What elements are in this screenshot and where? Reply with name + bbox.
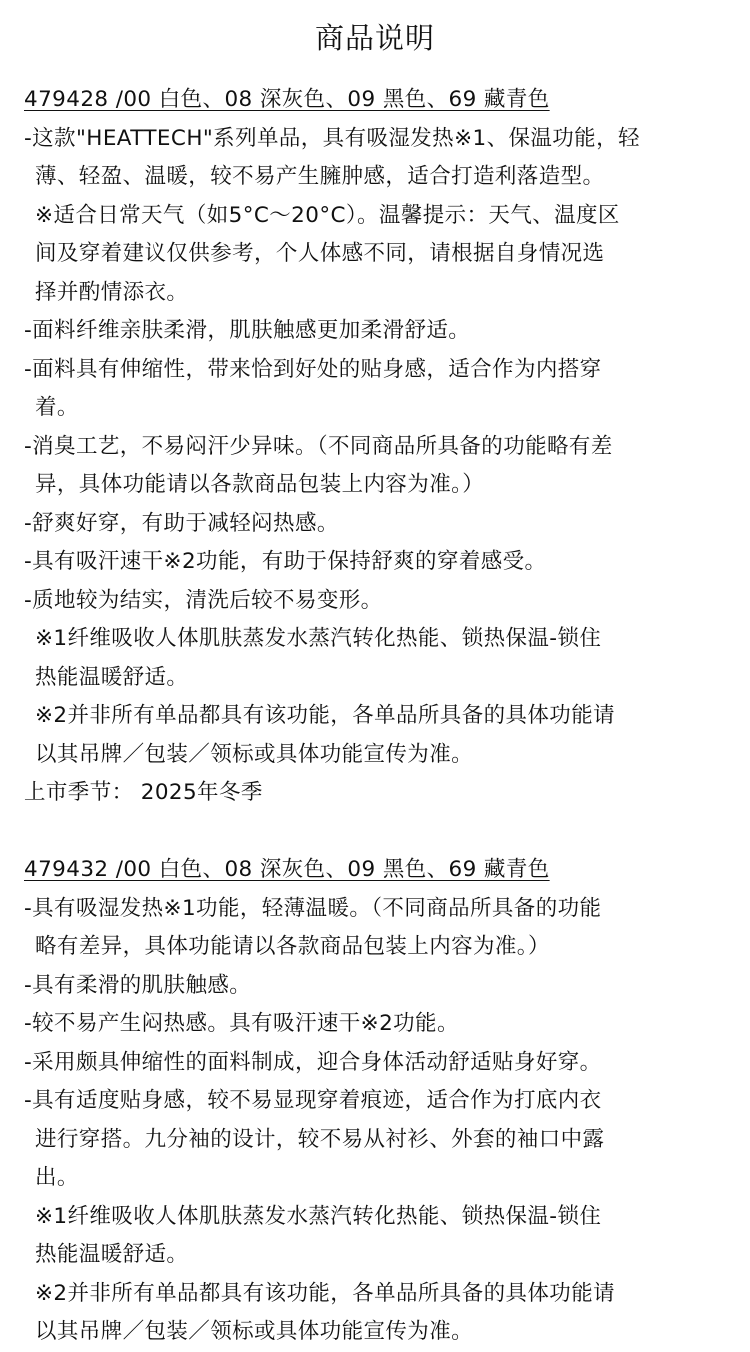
section1-line: 薄、轻盈、温暖，较不易产生臃肿感，适合打造利落造型。 [35, 164, 605, 189]
release-season: 上市季节： 2025年冬季 [24, 780, 263, 805]
section1-line: 择并酌情添衣。 [35, 279, 189, 305]
section1-line: -质地较为结实，清洗后较不易变形。 [24, 587, 383, 613]
section1-line: 着。 [35, 395, 79, 420]
section-spacer [24, 813, 732, 852]
section2-line: 略有差异，具体功能请以各款商品包装上内容为准。） [35, 934, 550, 959]
section1-footnote: 热能温暖舒适。 [35, 664, 189, 690]
section1-line: ※适合日常天气（如5°C～20°C）。温馨提示：天气、温度区 [35, 202, 620, 228]
section2-product-code: 479432 /00 白色、08 深灰色、09 黑色、69 藏青色 [24, 857, 550, 882]
section2-footnote: ※1纤维吸收人体肌肤蒸发水蒸汽转化热能、锁热保温-锁住 [35, 1203, 602, 1229]
section2-footnote: 热能温暖舒适。 [35, 1242, 189, 1267]
section2-footnote: ※2并非所有单品都具有该功能，各单品所具备的具体功能请 [35, 1280, 615, 1306]
section1-footnote: ※2并非所有单品都具有该功能，各单品所具备的具体功能请 [35, 703, 615, 728]
section1-line: 间及穿着建议仅供参考，个人体感不同，请根据自身情况选 [35, 241, 605, 266]
section2-line: 出。 [35, 1165, 79, 1190]
section1-footnote: ※1纤维吸收人体肌肤蒸发水蒸汽转化热能、锁热保温-锁住 [35, 626, 602, 651]
section2-details [24, 890, 732, 1352]
section1-line: 异，具体功能请以各款商品包装上内容为准。） [35, 472, 485, 497]
product-description [24, 81, 732, 1352]
section2-footnote: 以其吊牌／包装／领标或具体功能宣传为准。 [35, 1319, 474, 1344]
section2-line: -具有适度贴身感，较不易显现穿着痕迹，适合作为打底内衣 [24, 1088, 602, 1113]
section1-line: -面料纤维亲肤柔滑，肌肤触感更加柔滑舒适。 [24, 318, 471, 343]
section2-line: -较不易产生闷热感。具有吸汗速干※2功能。 [24, 1011, 459, 1036]
section1-line: -这款"HEATTECH"系列单品，具有吸湿发热※1、保温功能，轻 [24, 125, 640, 151]
section1-line: -消臭工艺，不易闷汗少异味。（不同商品所具备的功能略有差 [24, 433, 613, 459]
section2-line: -采用颇具伸缩性的面料制成，迎合身体活动舒适贴身好穿。 [24, 1049, 602, 1075]
page-title: 商品说明 [314, 21, 435, 55]
section1-line: -具有吸汗速干※2功能，有助于保持舒爽的穿着感受。 [24, 549, 547, 574]
section1-product-code: 479428 /00 白色、08 深灰色、09 黑色、69 藏青色 [24, 87, 550, 112]
section1-footnote: 以其吊牌／包装／领标或具体功能宣传为准。 [35, 741, 474, 767]
section1-line: -舒爽好穿，有助于减轻闷热感。 [24, 510, 339, 536]
section2-line: -具有吸湿发热※1功能，轻薄温暖。（不同商品所具备的功能 [24, 895, 602, 921]
section2-line: 进行穿搭。九分袖的设计，较不易从衬衫、外套的袖口中露 [35, 1126, 605, 1152]
section1-line: -面料具有伸缩性，带来恰到好处的贴身感，适合作为内搭穿 [24, 356, 602, 382]
section1-details [24, 120, 732, 775]
section2-line: -具有柔滑的肌肤触感。 [24, 972, 252, 998]
